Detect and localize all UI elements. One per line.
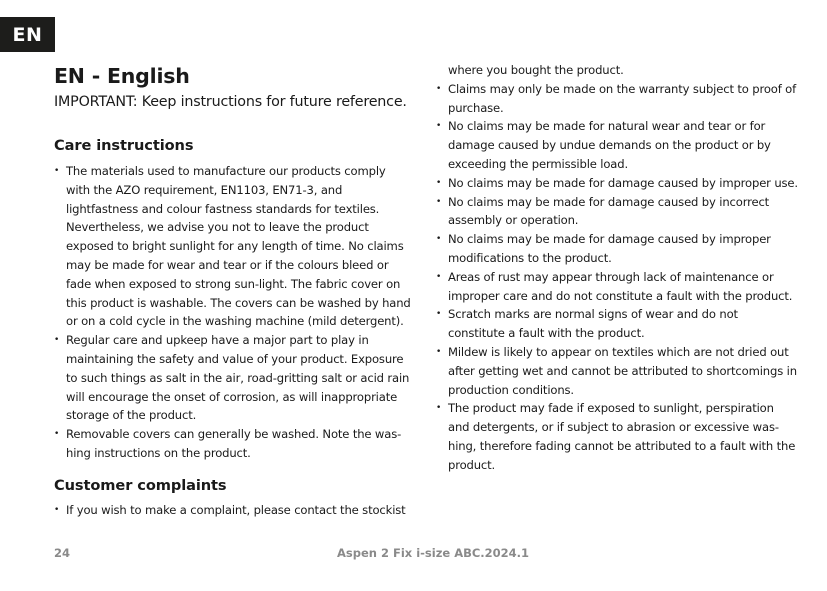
list-item: • If you wish to make a complaint, please contact the stockist [54,501,412,520]
document-id: Aspen 2 Fix i-size ABC.2024.1 [337,546,530,560]
care-heading: Care instructions [54,137,194,154]
page-subtitle: IMPORTANT: Keep instructions for future reference. [54,94,407,110]
list-item: • The materials used to manufacture our products comply with the AZO requirement, EN1103, EN71-3, and lightfastness and colour fastness standards for textiles. Nevertheless, we advise you not to leave the product exposed to bright sunlight for any length of time. No claims may be made for wear and tear or if the colours bleed or fade when exposed to strong sun-light. The fabric cover on this product is washable. The covers can be washed by hand or on a cold cycle in the washing machine (mild detergent). [54,162,412,331]
list-item: • Regular care and upkeep have a major part to play in maintaining the safety and value of your product. Exposure to such things as salt in the air, road-gritting salt or acid rain will encourage the onset of corrosion, as will inappropriate storage of the product. [54,331,412,425]
list-item: • The product may fade if exposed to sunlight, perspiration and detergents, or if subject to abrasion or excessive was-hing, therefore fading cannot be attributed to a fault with the product. [436,399,798,474]
list-item: • Mildew is likely to appear on textiles which are not dried out after getting wet and cannot be attributed to shortcomings in production conditions. [436,343,798,399]
language-tab: EN [0,17,55,52]
list-item: • Removable covers can generally be washed. Note the was-hing instructions on the product. [54,425,412,463]
list-item: • No claims may be made for damage caused by improper modifications to the product. [436,230,798,268]
page-number: 24 [54,546,71,560]
complaints-heading: Customer complaints [54,477,227,494]
list-item: • Areas of rust may appear through lack of maintenance or improper care and do not constitute a fault with the product. [436,268,798,306]
list-item: • No claims may be made for natural wear and tear or for damage caused by undue demands on the product or by exceeding the permissible load. [436,117,798,173]
list-item: • Scratch marks are normal signs of wear and do not constitute a fault with the product. [436,305,798,343]
list-item: • Claims may only be made on the warranty subject to proof of purchase. [436,80,798,118]
page-title: EN - English [54,64,190,88]
complaints-list-start [54,501,412,520]
care-list [54,162,412,463]
list-item: • No claims may be made for damage caused by incorrect assembly or operation. [436,193,798,231]
list-item-continuation: where you bought the product. [448,63,624,77]
complaints-list-continued [436,61,798,475]
list-item: • No claims may be made for damage caused by improper use. [436,174,798,193]
